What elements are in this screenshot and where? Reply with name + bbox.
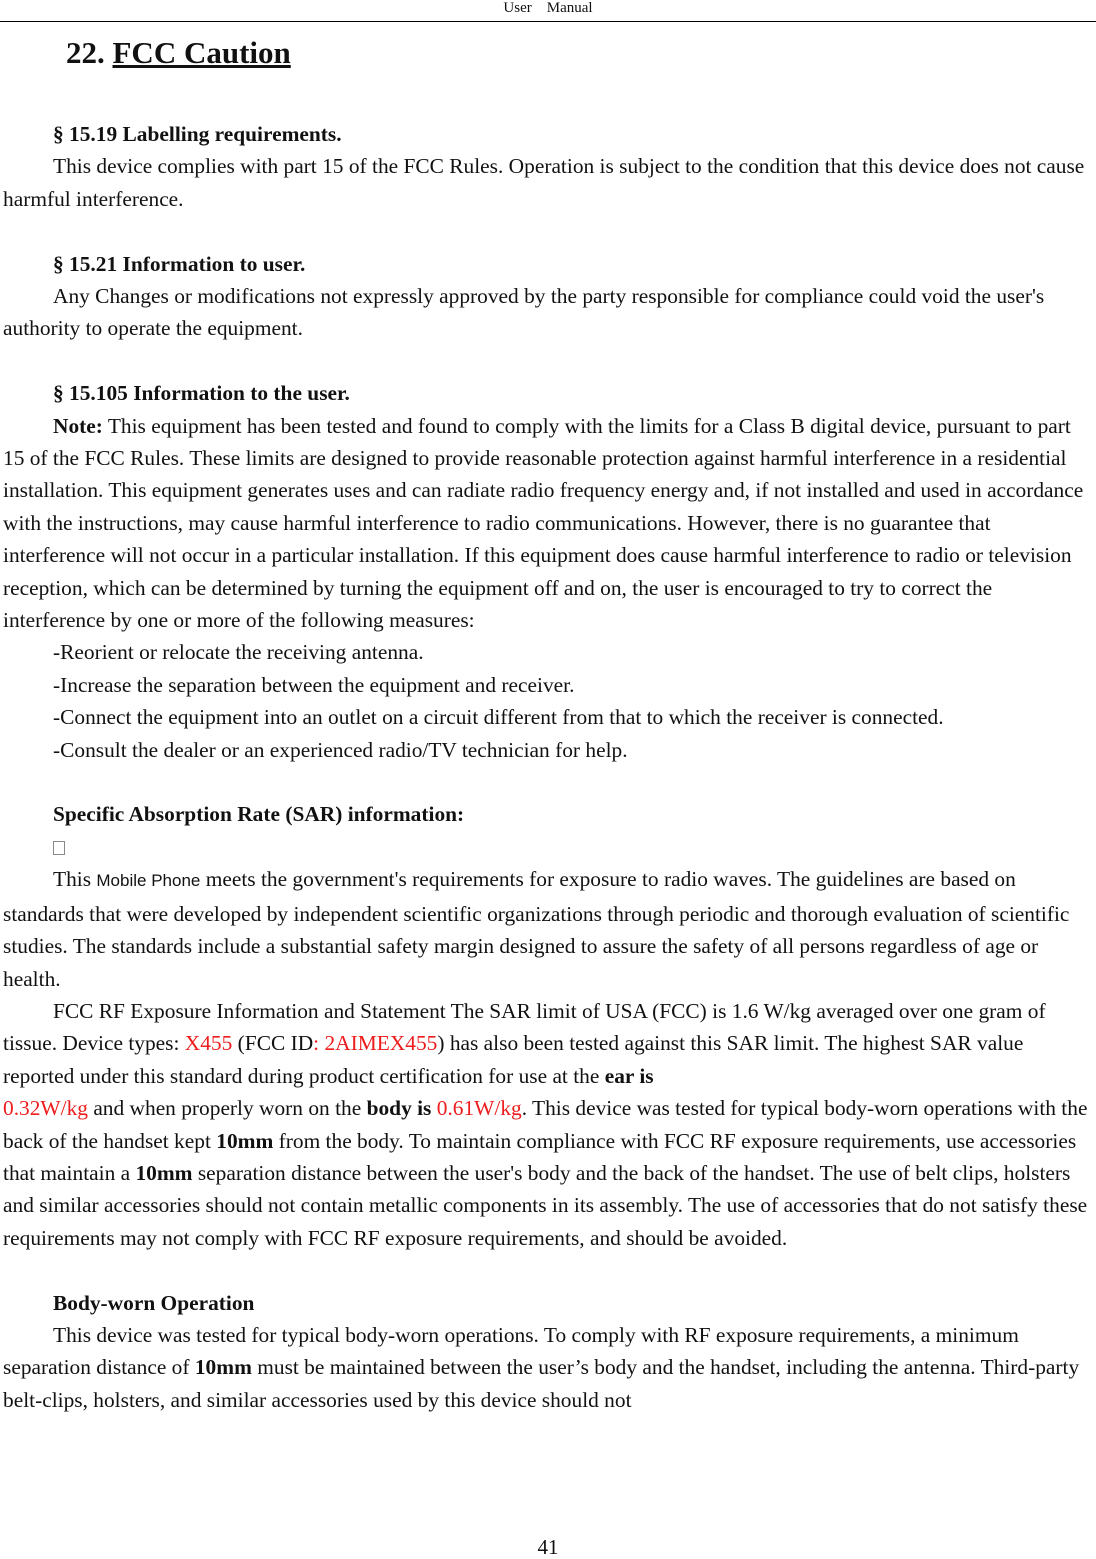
measure-item: -Connect the equipment into an outlet on a circuit different from that to which the receiver is connected. [53, 705, 944, 730]
placeholder-glyph-row [3, 831, 1095, 863]
document-body [3, 118, 1095, 1416]
section-title [66, 33, 291, 73]
page-number: 41 [537, 1535, 559, 1559]
separation-distance: 10mm [135, 1160, 193, 1185]
note-label: Note: [53, 413, 103, 438]
note-body: This equipment has been tested and found to comply with the limits for a Class B digital device, pursuant to part 15 of the FCC Rules. These limits are designed to provide reasonable protection against harmful interference in a residential installation. This equipment generates uses and can radiate radio frequency energy and, if not installed and used in accordance with the instructions, may cause harmful interference to radio communications. However, there is no guarantee that interference will not occur in a particular installation. If this equipment does cause harmful interference to radio or television reception, which can be determined by turning the equipment off and on, the user is encouraged to try to correct the interference by one or more of the following measures: [3, 413, 1084, 633]
measure-item: -Consult the dealer or an experienced radio/TV technician for help. [53, 737, 628, 762]
header-left: User [503, 0, 532, 16]
body-label: body is [366, 1096, 432, 1121]
bodyworn-body: This device was tested for typical body-worn operations. To comply with RF exposure requirements, a minimum separation distance of 10mm must be maintained between the user’s body and the handset, including the antenna. Third-party belt-clips, holsters, and similar accessories used by this device should not [3, 1322, 1080, 1412]
missing-glyph-icon [53, 841, 65, 855]
fcc-id: : 2AIMEX455 [313, 1031, 438, 1056]
s15105-note [3, 410, 1095, 637]
ear-label: ear is [604, 1063, 654, 1088]
s1521-body: Any Changes or modifications not expressly approved by the party responsible for compliance could void the user's authority to operate the equipment. [3, 284, 1045, 341]
measure-item: -Reorient or relocate the receiving antenna. [53, 640, 424, 665]
separation-distance: 10mm [216, 1128, 274, 1153]
section-title-text: FCC Caution [112, 35, 291, 70]
separation-distance: 10mm [194, 1355, 252, 1380]
s1519-heading: § 15.19 Labelling requirements. [53, 122, 342, 146]
bodyworn-heading: Body-worn Operation [53, 1290, 255, 1315]
sar-paragraph-2: FCC RF Exposure Information and Statement The SAR limit of USA (FCC) is 1.6 W/kg averaged over one gram of tissue. Device types: X455 (FCC ID: 2AIMEX455) has also been tested against this SAR limit. The highest SAR value reported under this standard during product certification for use at the ear is 0.32W/kg and when properly worn on the body is 0.61W/kg. This device was tested for typical body-worn operations with the back of the handset kept 10mm from the body. To maintain compliance with FCC RF exposure requirements, use accessories that maintain a 10mm separation distance between the user's body and the back of the handset. The use of belt clips, holsters and similar accessories should not contain metallic components in its assembly. The use of accessories that do not satisfy these requirements may not comply with FCC RF exposure requirements, and should be avoided. [3, 998, 1088, 1250]
s1521-heading: § 15.21 Information to user. [53, 251, 306, 276]
device-model: X455 [184, 1031, 233, 1056]
ear-sar-value: 0.32W/kg [3, 1096, 88, 1121]
page-header [0, 0, 1096, 22]
device-name: Mobile Phone [96, 871, 201, 891]
body-sar-value: 0.61W/kg [436, 1096, 522, 1121]
section-number: 22. [66, 35, 105, 70]
s15105-heading: § 15.105 Information to the user. [53, 381, 350, 406]
header-right: Manual [546, 0, 593, 16]
sar-heading: Specific Absorption Rate (SAR) information: [53, 802, 465, 827]
sar-paragraph-1: This Mobile Phone meets the government's requirements for exposure to radio waves. The guidelines are based on standards that were developed by independent scientific organizations through periodic and thorough evaluation of scientific studies. The standards include a substantial safety margin designed to assure the safety of all persons regardless of age or health. [3, 867, 1070, 991]
s1519-body: This device complies with part 15 of the FCC Rules. Operation is subject to the condition that this device does not cause harmful interference. [3, 154, 1085, 211]
measure-item: -Increase the separation between the equipment and receiver. [53, 672, 575, 697]
